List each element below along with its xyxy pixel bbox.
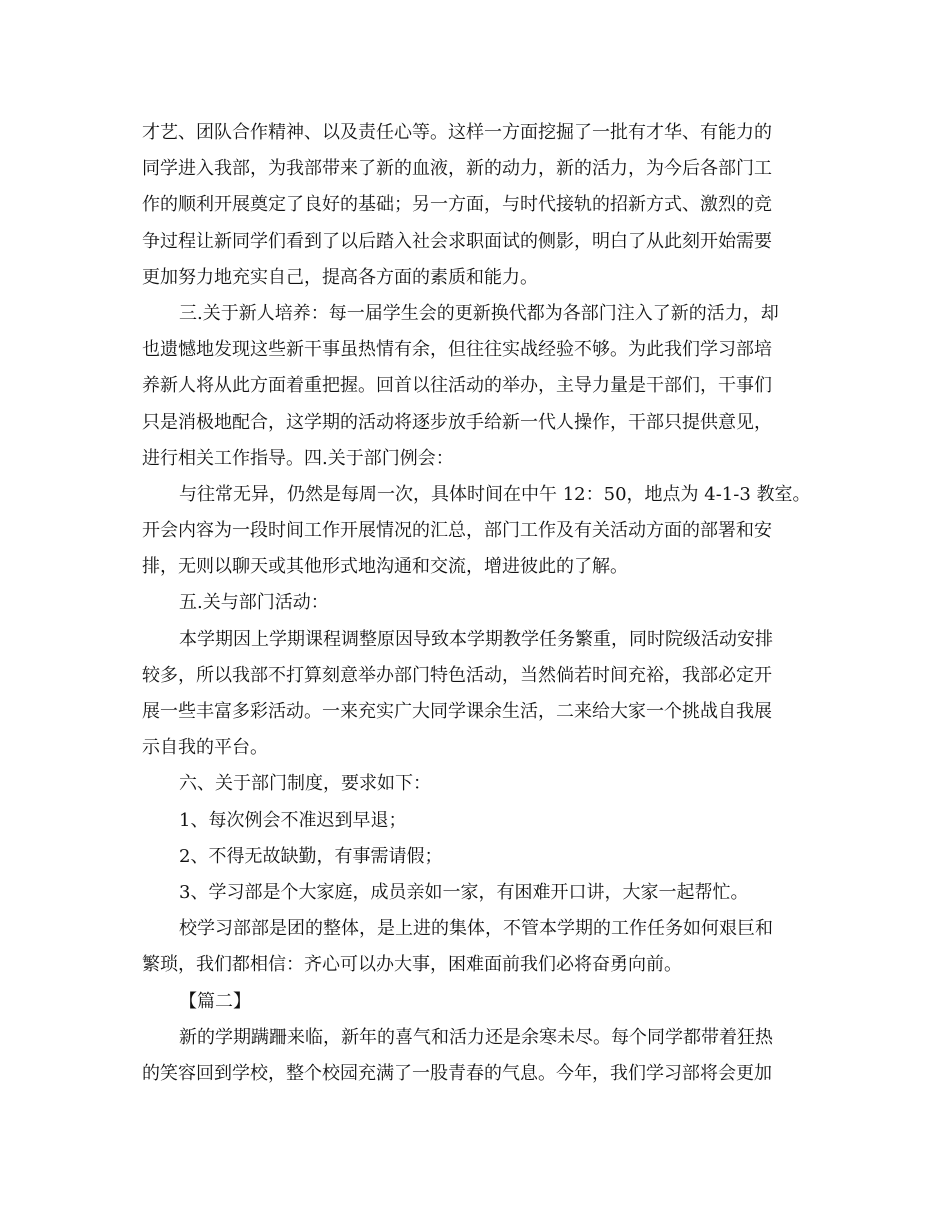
document-body (142, 115, 810, 1092)
text-line: 同学进入我部，为我部带来了新的血液，新的动力，新的活力，为今后各部门工 (142, 158, 772, 180)
section-heading-six: 六、关于部门制度，要求如下： (179, 773, 431, 795)
text-line: 作的顺利开展奠定了良好的基础；另一方面，与时代接轨的招新方式、激烈的竞 (142, 194, 772, 216)
text-line: 本学期因上学期课程调整原因导致本学期教学任务繁重，同时院级活动安排 (179, 628, 773, 650)
text-line: 只是消极地配合，这学期的活动将逐步放手给新一代人操作，干部只提供意见， (142, 411, 772, 433)
text-line: 的笑容回到学校，整个校园充满了一股青春的气息。今年，我们学习部将会更加 (142, 1062, 772, 1084)
list-item: 3、学习部是个大家庭，成员亲如一家，有困难开口讲，大家一起帮忙。 (179, 881, 749, 903)
section-heading-five: 五.关与部门活动： (179, 592, 329, 614)
text-line: 与往常无异，仍然是每周一次，具体时间在中午 12：50，地点为 4-1-3 教室。 (179, 483, 811, 505)
text-line: 才艺、团队合作精神、以及责任心等。这样一方面挖掘了一批有才华、有能力的 (142, 122, 772, 143)
part-heading: 【篇二】 (179, 990, 251, 1012)
section-heading-three: 三.关于新人培养：每一届学生会的更新换代都为各部门注入了新的活力，却 (179, 302, 779, 324)
text-line: 开会内容为一段时间工作开展情况的汇总，部门工作及有关活动方面的部署和安 (142, 520, 772, 542)
text-line: 展一些丰富多彩活动。一来充实广大同学课余生活，二来给大家一个挑战自我展 (142, 701, 772, 722)
text-line: 校学习部部是团的整体，是上进的集体，不管本学期的工作任务如何艰巨和 (179, 918, 773, 940)
text-line: 新的学期蹒跚来临，新年的喜气和活力还是余寒未尽。每个同学都带着狂热 (179, 1026, 773, 1048)
text-line: 繁琐，我们都相信：齐心可以办大事，困难面前我们必将奋勇向前。 (142, 954, 682, 976)
text-line: 排，无则以聊天或其他形式地沟通和交流，增进彼此的了解。 (142, 556, 628, 578)
text-line: 争过程让新同学们看到了以后踏入社会求职面试的侧影，明白了从此刻开始需要 (142, 230, 772, 252)
text-line: 进行相关工作指导。四.关于部门例会： (142, 447, 454, 469)
text-line: 也遗憾地发现这些新干事虽热情有余，但往往实战经验不够。为此我们学习部培 (142, 339, 772, 361)
text-line: 更加努力地充实自己，提高各方面的素质和能力。 (142, 266, 538, 288)
text-line: 示自我的平台。 (142, 737, 268, 759)
text-line: 养新人将从此方面着重把握。回首以往活动的举办，主导力量是干部们，干事们 (142, 375, 772, 397)
list-item: 1、每次例会不准迟到早退； (179, 809, 407, 831)
text-line: 较多，所以我部不打算刻意举办部门特色活动，当然倘若时间充裕，我部必定开 (142, 664, 772, 686)
list-item: 2、不得无故缺勤，有事需请假； (179, 845, 443, 867)
